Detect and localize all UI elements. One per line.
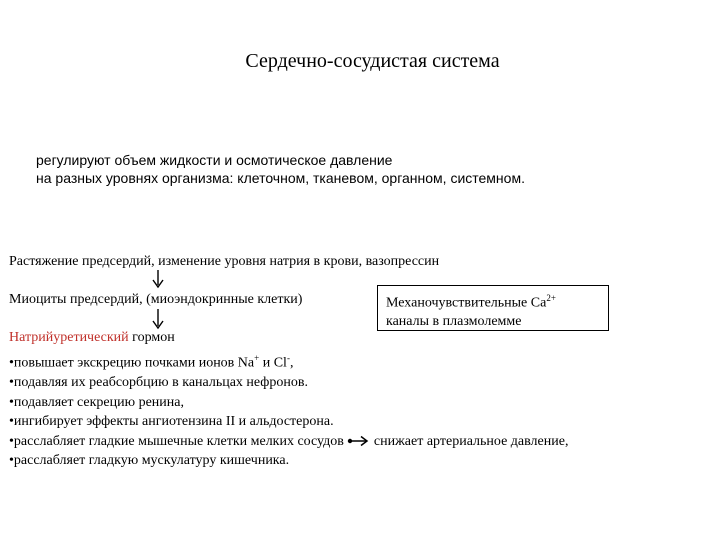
effect-text: , <box>289 355 294 371</box>
stimulus-text: Растяжение предсердий, изменение уровня натрия в крови, вазопрессин <box>9 254 440 269</box>
effects-list <box>9 349 568 471</box>
subtitle-line-2: на разных уровнях организма: клеточном, тканевом, органном, системном. <box>36 170 525 186</box>
superscript: - <box>286 353 290 363</box>
superscript: + <box>254 353 260 363</box>
mech-box-superscript: 2+ <box>546 293 556 303</box>
hormone-name: Натрийуретический <box>9 330 129 345</box>
mech-box-line-1 <box>386 289 608 313</box>
hormone-title <box>9 330 175 346</box>
subtitle-line-1: регулируют объем жидкости и осмотическое давление <box>36 152 393 168</box>
arrow-right-icon <box>346 435 372 447</box>
effect-text: снижает артериальное давление, <box>373 433 569 449</box>
list-item: •подавляя их реабсорбцию в канальцах нефронов. <box>9 375 308 391</box>
effect-text: и Cl <box>259 355 287 371</box>
page-title: Сердечно-сосудистая система <box>245 50 500 72</box>
list-item: •расслабляет гладкую мускулатуру кишечника. <box>9 453 290 469</box>
list-item: •подавляет секрецию ренина, <box>9 394 184 410</box>
mech-box-text: Механочувствительные Ca <box>386 295 547 311</box>
myocytes-text: Миоциты предсердий, (миоэндокринные клетки) <box>9 292 303 307</box>
mechanosensitive-channels-box <box>377 285 609 331</box>
list-item <box>9 349 568 373</box>
list-item <box>9 432 568 452</box>
arrow-down-icon <box>151 270 165 290</box>
effect-text: •расслабляет гладкие мышечные клетки мелких сосудов <box>9 433 344 449</box>
arrow-down-icon <box>151 309 165 331</box>
mech-box-line-2: каналы в плазмолемме <box>386 313 522 329</box>
list-item: •ингибирует эффекты ангиотензина II и альдостерона. <box>9 414 334 430</box>
effect-text: •повышает экскрецию почками ионов Na <box>9 355 255 371</box>
subtitle <box>36 151 525 187</box>
hormone-suffix: гормон <box>128 330 175 345</box>
